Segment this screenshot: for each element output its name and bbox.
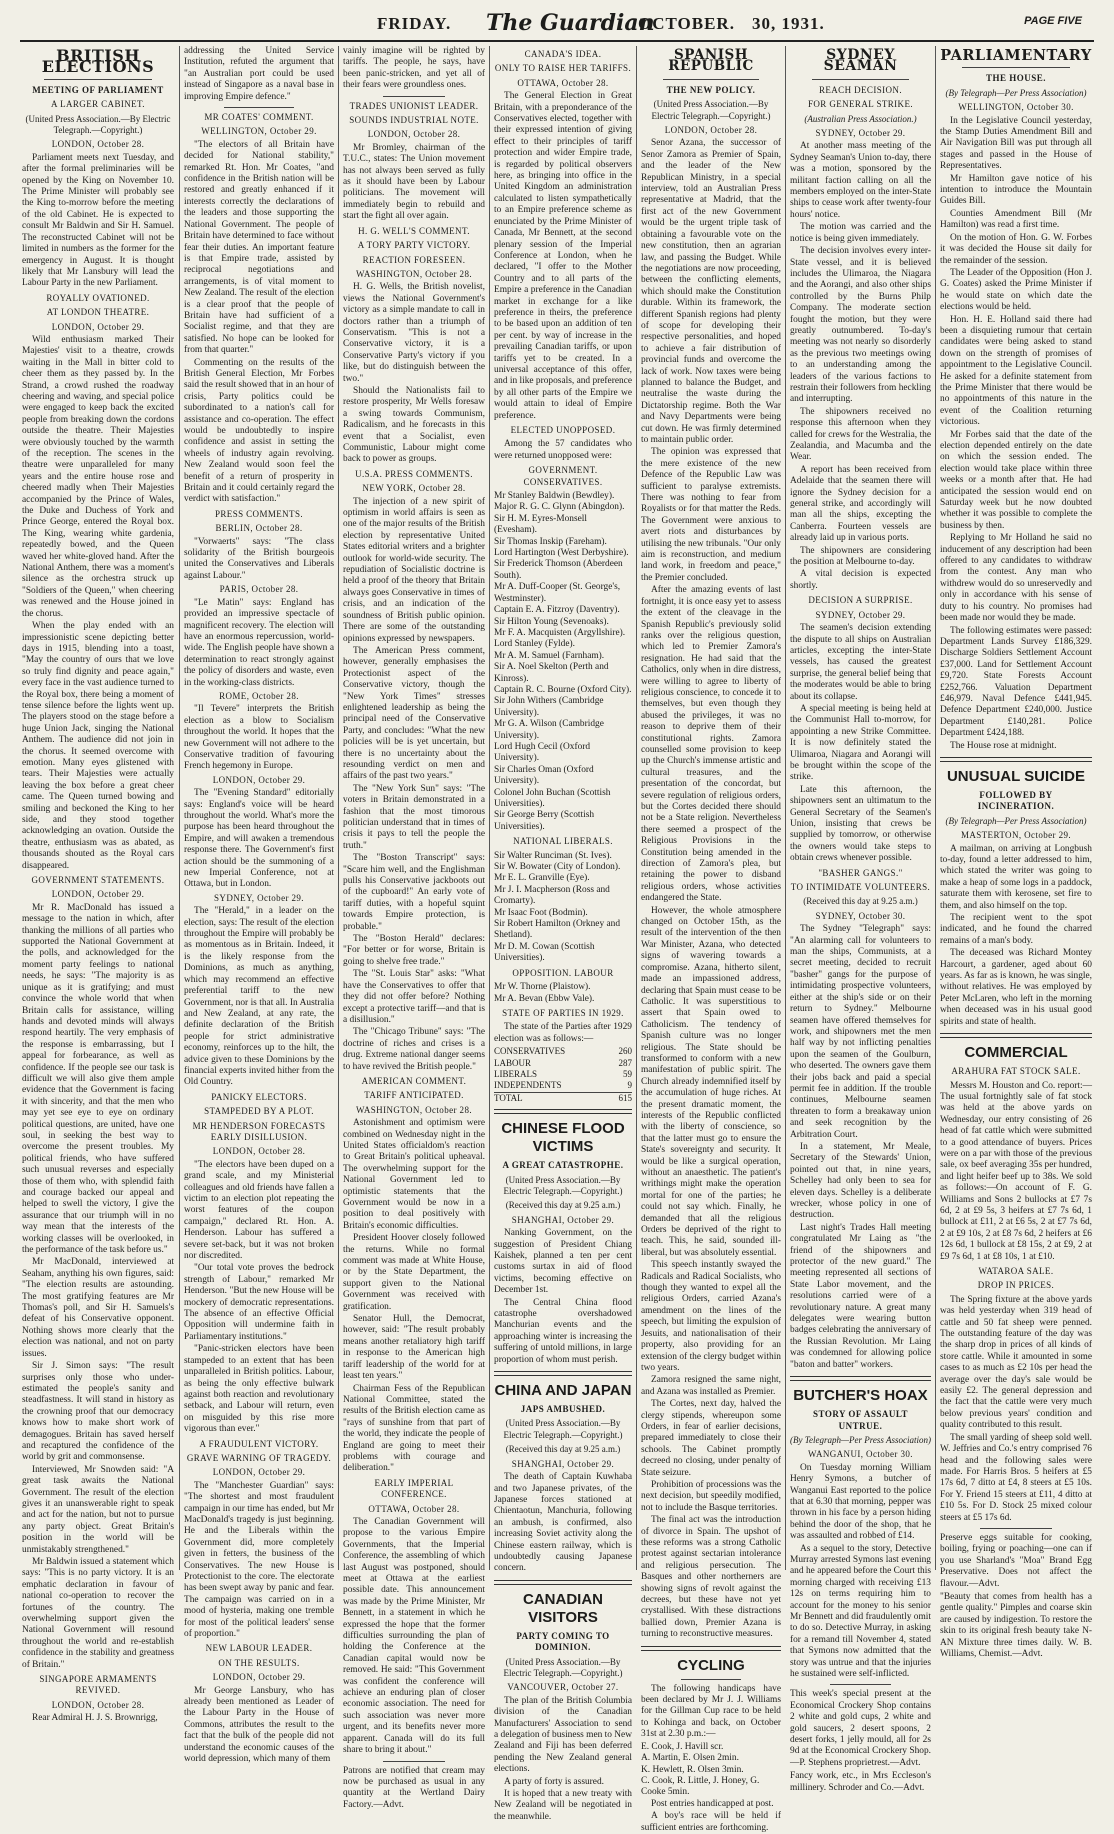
paragraph: In the Legislative Council yesterday, the Stamp Duties Amendment Bill and Air Navigation Bill was put through all stages and passed in the House of Representatives.: [940, 115, 1092, 172]
party-seats: 260: [618, 1046, 632, 1057]
list-item: Lord Stanley (Fylde).: [494, 639, 575, 650]
paragraph: This speech instantly swayed the Radicals and Radical Socialists, who though they wanted to expel all the religious Orders, carried Azana's amendment on the lines of the speech, but limiting the expulsion of Jesuits, and nationalisation of their property, also providing for an extension of the clergy budget within two years.: [641, 1260, 781, 1373]
list-item: Sir George Berry (Scottish Universities).: [494, 810, 595, 832]
paragraph: Hon. H. E. Holland said there had been a disquieting rumour that certain candidates were being asked to stand down on the strength of promises of appointment to the Legislative Council. He asked for a definite statement from the Prime Minister that there would be no appointments of this nature in the event of the Coalition returning victorious.: [940, 314, 1092, 428]
paragraph: The "Herald," in a leader on the election, says: The result of the election throughout the Empire will probably be as momentous as in Britain. Indeed, it is the likely response from the Dominions, as much as anything, which may recommend an effective preferential tariff to the new Government, nor is that all. In Australia and New Zealand, at any rate, the definite declaration of the British people for strict administrative economy, reinforces up to the hilt, the advice given to these Dominions by the financial experts invited hither from the Old Country.: [184, 906, 334, 1088]
paragraph: In a statement, Mr Meale, Secretary of the Stewards' Union, pointed out that, in nine years, Schelley had only been to sea for eleven days. Schelley is a deliberate wrecker, whose policy in one of destruction.: [790, 1141, 931, 1221]
list-item: A. Martin, E. Olsen 2min.: [641, 1753, 739, 1764]
column-british-elections: [22, 46, 174, 1724]
paragraph: Mr Forbes said that the date of the election depended entirely on the date on which the session ended. The election would take place within three weeks or a month after that. He had anticipated the session would end on Saturday week but he now doubted whether it was possible to complete the business by then.: [940, 429, 1092, 531]
column-canada-china: [494, 46, 632, 1822]
subheading: U.S.A. PRESS COMMENTS.: [355, 468, 473, 479]
subheading: THE NEW POLICY.: [666, 84, 756, 95]
paragraph: The shipowners received no response this afternoon when they called for crews for the Westralia, the Zealandia, and Macumba and the Wear.: [790, 406, 931, 463]
subheading: DECISION A SURPRISE.: [808, 595, 913, 606]
paragraph: vainly imagine will be righted by tariffs. The people, he says, have been panic-stricken, and yet all of their fears were groundless ones.: [343, 46, 485, 91]
paragraph: A mailman, on arriving at Longbush to-day, found a letter addressed to him, which stated the writer was going to make a heap of some logs in a paddock, saturate them with kerosene, set fire to them, and also himself on the top.: [940, 843, 1092, 911]
paragraph: On the motion of Hon. G. W. Forbes it was decided the House sit daily for the remainder of the session.: [940, 232, 1092, 266]
column-british-elections-continued: [184, 46, 334, 1765]
dateline: LONDON, October 29.: [51, 321, 145, 332]
subheading: MR HENDERSON FORECASTS EARLY DISILLUSION.: [192, 1120, 326, 1142]
received-note: (Received this day at 9.25 a.m.): [505, 1444, 621, 1455]
dateline: SYDNEY, October 30.: [815, 910, 906, 921]
column-rule: [636, 46, 637, 1570]
list-item: Sir Walter Runciman (St. Ives).: [494, 850, 612, 861]
subheading: PRESS COMMENTS.: [214, 508, 304, 519]
party-seats: 9: [627, 1080, 632, 1091]
paragraph: On Tuesday morning William Henry Symons, a butcher of Wanganui East reported to the police that at 6.30 that morning, pepper was thrown in his face by a person hiding behind the door of the shop, that he was assaulted and robbed of £14.: [790, 1462, 931, 1542]
subheading: FOR GENERAL STRIKE.: [807, 99, 914, 110]
list-item: Sir H. M. Eyres-Monsell (Evesham).: [494, 513, 587, 536]
list-item: K. Hewlett, R. Olsen 3min.: [641, 1764, 744, 1775]
dateline: BERLIN, October 28.: [215, 523, 303, 534]
paragraph: As a sequel to the story, Detective Murray arrested Symons last evening and he appeared before the Court this morning charged with receiving £13 12s on terms requiring him to account for the money to his senior Mr Bennett and did fraudulently omit to do so. Detective Murray, in asking for a remand till November 4, stated that Symons now admitted that the story was untrue and that the injuries he sustained were self-inflicted.: [790, 1543, 931, 1680]
headline-commercial: COMMERCIAL: [964, 1044, 1068, 1062]
headline-cycling: CYCLING: [677, 1656, 745, 1674]
divider: [962, 67, 1070, 68]
paragraph: The injection of a new spirit of optimism in world affairs is seen as one of the major results of the British election by representative United States editorial writers and a brighter outlook for world-wide security. The repudiation of Socialistic doctrine is held a proof of the theory that Britain always goes Conservative in times of crisis, and an indication of the soundness of British public opinion. There are some of the outstanding opinions expressed by newspapers.: [343, 496, 485, 644]
headline-sydney-seaman: SYDNEY SEAMAN: [823, 47, 898, 75]
paragraph: Mr Baldwin issued a statement which says: "This is no party victory. It is an emphatic declaration in favour of national co-operation to recover the fortunes of the country. The overwhelming support given the National Government will resound throughout the world and re-establish confidence in the stability and greatness of Britain.": [22, 1557, 174, 1670]
paragraph: The Spring fixture at the above yards was held yesterday when 319 head of cattle and 50 fat sheep were penned. The outstanding feature of the day was the sharp drop in prices of all kinds of store cattle. While it amounted in some cases to as much as £2 10s per head the average over the day's sale would be easily £2. The general depression and the fact that the cattle were very much below previous years' condition and quality contributed to this result.: [940, 1294, 1092, 1431]
wire-credit: (United Press Association.—By Electric Telegraph.—Copyright.): [25, 113, 171, 136]
paragraph: The Cortes, next day, halved the clergy stipends, whereupon some Orders, in fear of earlier decisions, prepared immediately to close their schools. The Cabinet promptly decreed no closing, under penalty of State seizure.: [641, 1399, 781, 1478]
paragraph: Parliament meets next Tuesday, and after the formal preliminaries will be opened by the King on November 10. The Prime Minister will probably see the King to-morrow before the meeting of the old Cabinet. He is expected to consult Mr Baldwin and Sir H. Samuel. The reconstructed Cabinet will not be limited in numbers as the former for the emergency in August. It is thought likely that Mr Lansbury will lead the Labour Party in the new Parliament.: [22, 152, 174, 289]
wire-credit: (United Press Association.—By Electric Telegraph.—Copyright.): [503, 1418, 623, 1440]
subheading: TO INTIMIDATE VOLUNTEERS.: [790, 882, 931, 893]
paragraph: The following estimates were passed: Department Lands Survey £186,329. Discharge Soldiers Settlement Account £37,000. Land for Settlement Account £9,720. State Forests Account £252,766. Valuation Department £46,979. Naval Defence £441,945. Defence Department £240,000. Justice Department £140,281. Police Department £424,188.: [940, 625, 1092, 739]
headline-spanish-republic: SPANISH REPUBLIC: [668, 47, 754, 75]
paragraph: The shipowners are considering the position at Melbourne to-day.: [790, 545, 931, 568]
paragraph: A vital decision is expected shortly.: [790, 569, 931, 591]
divider: [494, 1109, 632, 1114]
paragraph: However, the whole atmosphere changed on October 15th, as the result of the intervention of the then War Minister, Azana, who detected signs of wavering towards a compromise. Azana, hitherto silent, made an impassioned address, declaring that Spain must cease to be Catholic. It was superstitious to assert that Spain owed to Catholicism. The tendency of Spanish culture was no longer religious. The State should be transformed to conform with a new manifestation of public spirit. The Church already indemnified itself by the accumulation of huge riches. At the present dramatic moment, the interests of the Republic conflicted with the liberty of conscience, so that the latter must go to ensure the State's sovereignty and security. It would be like a surgical operation, without an anaesthetic. The patient's writhings might make the operation mortal for one of the parties; he could not say which. Finally, he demanded that all the religious Orders be deprived of the right to teach. This, he said, sounded ill-liberal, but was absolutely essential.: [641, 905, 781, 1258]
dateline: LONDON, October 29.: [212, 1672, 306, 1683]
wire-credit: (United Press Association.—By Electric Telegraph.—Copyright.): [503, 1656, 623, 1678]
wire-credit: (By Telegraph—Per Press Association): [790, 1434, 931, 1445]
divider: [980, 1528, 1052, 1529]
dateline: LONDON, October 28.: [51, 1699, 145, 1710]
list-item: Mr Isaac Foot (Bodmin).: [494, 907, 588, 918]
subheading: NATIONAL LIBERALS.: [513, 836, 613, 847]
list-item: Sir Charles Oman (Oxford University).: [494, 764, 594, 787]
divider: [494, 1371, 632, 1376]
paragraph: The deceased was Richard Montey Harcourt, a gardener, aged about 60 years. As far as is known, he was single, without relatives. He was employed by Peter McLaren, who left in the morning when deceased was in his usual good spirits and state of health.: [940, 948, 1092, 1027]
party-seats: 59: [623, 1068, 632, 1079]
paragraph: Post entries handicapped at post.: [651, 1798, 774, 1809]
paragraph: The "New York Sun" says: "The voters in Britain demonstrated in a fashion that the most timorous politician understand that in times of crisis it pays to tell the people the truth.": [343, 783, 485, 851]
paragraph: addressing the United Service Institution, refuted the argument that "an Australian port could be used instead of Singapore as a naval base in improving Empire defence.": [184, 46, 334, 102]
subheading: STORY OF ASSAULT UNTRUE.: [812, 1409, 909, 1431]
list-item: Sir Thomas Inskip (Fareham).: [494, 536, 607, 547]
party-seats: 287: [618, 1057, 632, 1068]
list-item: Sir Hilton Young (Sevenoaks).: [494, 616, 609, 627]
dateline: PARIS, October 28.: [219, 584, 299, 595]
list-item: Mr Stanley Baldwin (Bewdley).: [494, 491, 615, 502]
dateline: MASTERTON, October 29.: [960, 830, 1072, 841]
headline-chinese-flood-victims: CHINESE FLOOD VICTIMS: [501, 1120, 625, 1156]
masthead-date: 30, 1931.: [752, 14, 825, 33]
dateline: VANCOUVER, October 27.: [507, 1682, 619, 1693]
list-item: Captain R. C. Bourne (Oxford City).: [494, 684, 632, 695]
paragraph: The seamen's decision extending the dispute to all ships on Australian articles, excepting the inter-State vessels, has caused the greatest surprise, the general belief being that the moderates would be able to bring about its collapse.: [790, 623, 931, 702]
divider: [681, 1679, 741, 1680]
cycling-handicaps-list: [641, 1742, 781, 1799]
party-name: LIBERALS: [494, 1068, 538, 1079]
column-election-reactions: [343, 46, 485, 1810]
divider: [383, 1761, 445, 1762]
paragraph: Late this afternoon, the shipowners sent an ultimatum to the General Secretary of the Seamen's Union, insisting that crews be supplied by tomorrow, or otherwise the owners would take steps to obtain crews whenever possible.: [790, 784, 931, 864]
subheading: STAMPEDED BY A PLOT.: [204, 1106, 314, 1117]
paragraph: Mr Bromley, chairman of the T.U.C., states: The Union movement has not always been served as fully as it should have been by Labour politicians. The movement will immediately begin to rebuild and start the fight all over again.: [343, 142, 485, 222]
paragraph: Mr R. MacDonald has issued a message to the nation in which, after thanking the millions of all parties who supported the National Government at the polls, and acknowledged for the moment party feelings to national needs, he says: "The majority is as unique as it is gratifying; and must convince the whole world that when Britain calls for assistance, willing hands and devoted minds will always respond heartily. The very emphasis of the response is embarrassing, but I appeal for forbearance, as well as confidence. If the people see our task is difficult we will also give them ample evidence that the Government is facing it with sincerity, and that the men who may yet see eye to eye on ordinary political questions, are united, have one soul, in seeking the best way to overcome the present troubles. My political friends, who have suffered such unusual reverses and especially those of them who, with splendid faith and courage backed our appeal and helped to swell the victory, I give the assurance that our triumph will in no way mean that the interests of the working classes will be overlooked, in the performance of the task before us.": [22, 902, 174, 1256]
subheading: ON THE RESULTS.: [218, 1657, 300, 1668]
paragraph: Rear Admiral H. J. S. Brownrigg,: [32, 1713, 158, 1724]
dateline: LONDON, October 29.: [212, 1467, 306, 1478]
paragraph: The Leader of the Opposition (Hon J. G. Coates) asked the Prime Minister if he would state on which date the elections would be held.: [940, 267, 1092, 313]
paragraph: The plan of the British Columbia division of the Canadian Manufacturers' Association to send a delegation of business men to New Zealand and Fiji has been deferred pending the New Zealand general elections.: [494, 1695, 632, 1775]
subheading: SINGAPORE ARMAMENTS REVIVED.: [39, 1674, 157, 1696]
subheading: JAPS AMBUSHED.: [520, 1404, 606, 1415]
list-item: Mr W. Thorne (Plaistow).: [494, 982, 591, 993]
list-item: Sir John Withers (Cambridge University).: [494, 696, 604, 718]
divider: [812, 79, 909, 80]
list-item: Mr J. I. Macpherson (Ross and Cromarty).: [494, 884, 610, 907]
subheading: GOVERNMENT STATEMENTS.: [31, 875, 165, 886]
paragraph: Mr Hamilton gave notice of his intention to introduce the Mountain Guides Bill.: [940, 173, 1092, 207]
column-spanish-republic: [641, 46, 781, 1833]
dateline: LONDON, October 29.: [212, 774, 306, 785]
subheading: ROYALLY OVATIONED.: [46, 292, 150, 303]
party-name: INDEPENDENTS: [494, 1080, 562, 1091]
total-seats: 615: [610, 1092, 632, 1104]
column-rule: [489, 46, 490, 1570]
divider: [790, 1376, 931, 1381]
divider: [494, 1580, 632, 1585]
unopposed-labour-list: [494, 982, 632, 1005]
dateline: WELLINGTON, October 29.: [201, 126, 317, 137]
list-item: Mr A. M. Samuel (Farnham).: [494, 650, 605, 661]
paragraph: Sir J. Simon says: "The result surprises only those who under-estimated the people's sanity and steadfastness. It will stand in history as the crowning proof that our democracy knows how to make short work of demagogues. Britain has saved herself and recaptured the confidence of the world by grit and commonsense.: [22, 1361, 174, 1463]
party-name: CONSERVATIVES: [494, 1046, 566, 1057]
subheading: A LARGER CABINET.: [51, 99, 145, 110]
subheading: "BASHER GANGS.": [818, 867, 903, 878]
column-rule: [338, 46, 339, 1570]
paragraph: Commenting on the results of the British General Election, Mr Forbes said the result showed that in an hour of crisis, Party politics could be subordinated to a nation's call for assistance and co-operation. The effect would be undoubtedly to inspire confidence and assist in setting the wheels of industry again revolving. New Zealand would soon feel the benefit of a return of prosperity in Britain and it could certainly regard the verdict with satisfaction.": [184, 357, 334, 505]
paragraph: Replying to Mr Holland he said no inducement of any description had been offered to any candidates to withdraw from the contest. Any man who withdrew would do so unreservedly and only in accordance with his sense of duty to his country. No promises had been made nor would they be made.: [940, 533, 1092, 624]
paragraph: The death of Captain Kuwhaba and two Japanese privates, of the Japanese forces stationed at Chientaotun, Manchuria, following an ambush, is confirmed, also increasing Soviet activity along the Chinese eastern railway, which is undoubtedly causing Japanese concern.: [494, 1472, 632, 1574]
dateline: LONDON, October 28.: [664, 125, 758, 136]
subheading: MR COATES' COMMENT.: [204, 112, 314, 123]
dateline: OTTAWA, October 28.: [517, 77, 609, 88]
paragraph: A party of forty is assured.: [504, 1776, 604, 1787]
subheading: TRADES UNIONIST LEADER.: [349, 100, 479, 111]
subheading: ARAHURA FAT STOCK SALE.: [951, 1066, 1081, 1077]
headline-butchers-hoax: BUTCHER'S HOAX: [793, 1387, 928, 1405]
dateline: SHANGHAI, October 29.: [511, 1214, 615, 1225]
divider: [44, 79, 152, 80]
paragraph: Wild enthusiasm marked Their Majesties' visit to a theatre, crowds waiting in the Mall in bitter cold to cheer them as they passed by. In the Strand, a crowd rushed the roadway cheering and waving, and special police were engaged to keep back the excited people from breaking down the cordons outside the theatre. Their Majesties were obviously touched by the warmth of the reception. The scenes in the theatre were unparalleled for many years and the entire house rose and cheered madly when Their Majesties accompanied by the Prince of Wales, the Duke and Duchess of York and Prince George, entered the Royal box. The King, wearing white gardenia, repeatedly bowed, and the Queen waved her white-gloved hand. After the National Anthem, there was a moment's silence as the orchestra struck up "Soldiers of the Queen," when cheering was renewed and the House joined in the chorus.: [22, 334, 174, 619]
received-note: (Received this day at 9.25 a.m.): [505, 1200, 621, 1211]
paragraph: Should the Nationalists fail to restore prosperity, Mr Wells foresaw a swing towards Communism, Radicalism, and he forecasts in this event that a Socialist, even Communistic, Labour might come back to power as groups.: [343, 385, 485, 465]
paragraph: The House rose at midnight.: [950, 740, 1057, 751]
list-item: C. Cook, R. Little, J. Honey, G. Cooke 5min.: [641, 1775, 760, 1798]
subheading: TARIFF ANTICIPATED.: [364, 1090, 464, 1101]
subheading: AMERICAN COMMENT.: [361, 1075, 467, 1086]
dateline: SHANGHAI, October 29.: [511, 1458, 615, 1469]
dateline: SYDNEY, October 29.: [815, 128, 906, 139]
wire-credit: (Australian Press Association.): [804, 113, 917, 124]
headline-canadian-visitors: CANADIAN VISITORS: [523, 1590, 603, 1626]
dateline: SYDNEY, October 29.: [815, 609, 906, 620]
table-row: [494, 1046, 632, 1057]
subheading: NEW LABOUR LEADER.: [205, 1643, 313, 1654]
paragraph: President Hoover closely followed the returns. While no formal comment was made at White House, or by the State Department, the support given to the National Government was received with gratification.: [343, 1233, 485, 1312]
paragraph: Messrs M. Houston and Co. report:—The usual fortnightly sale of fat stock was held at the above yards on Wednesday, our entry consisting of 26 head of fat cattle which were submitted to a good attendance of buyers. Prices were on a par with those of the previous sale, ox beef averaging 35s per hundred, and light heifer beef up to 38s. We sold as follows:—On account of F. G. Williams and Sons 2 bullocks at £7 7s 6d, 2 at £9 5s, 3 heifers at £7 7s 6d, 1 bullock at £11, 2 at £6 5s, 2 at £7 7s 6d, 2 at £9 10s, 2 at £8 7s 6d, 2 heifers at £6 12s 6d, 1 bullock at £8 15s, 2 at £9, 2 at £9 7s 6d, 1 at £8 10s, 1 at £10.: [940, 1080, 1092, 1262]
paragraph: After the amazing events of last fortnight, it is once easy yet to assess the extent of the cleavage in the Spanish Republic's previously solid ranks over the religious question, which led to Premier Zamora's resignation. He had said that the Catholics, only when in dire distress, were willing to agree to liberty of religious conscience, to concede it to themselves, but even though they abused the privileges, it was no reason to deprive them of their constitutional rights. Zamora counselled some provision to keep up the Church's immense artistic and cultural treasures, and the presentation of the concordat, but severe regulation of religious orders, but the Cortes decided there should not be a State religion. Nevertheless there seemed a prospect of the Religious Provisions in the Constitution being amended in the direction of Zamora's plea, but retaining the power to disband religious orders, whose activities endangered the State.: [641, 585, 781, 904]
column-rule: [935, 46, 936, 1570]
divider: [830, 1684, 891, 1685]
paragraph: The "Manchester Guardian" says: "The shortest and most fraudulent campaign in our time has ended, but Mr MacDonald's tragedy is just beginning. He and the Liberals within the Government did, more completely given in fetters, the business of the Conservatives. The new House is Protectionist to the core. The electorate has been swept away by panic and fear. The campaign was carried on in a mood of hysteria, making one tremble for most of the political leaders' sense of proportion.": [184, 1480, 334, 1640]
masthead-page-number: PAGE FIVE: [1024, 15, 1082, 27]
paragraph: The Canadian Government will propose to the various Empire Governments, that the Imperial Conference, the assembling of which last August was postponed, should meet at Ottawa at the earliest possible date. This announcement was made by the Prime Minister, Mr Bennett, in a statement in which he expressed the hope that the former difficulties surrounding the plan of holding the Conference at the Canadian capital would now be removed. He said: "This Government was confident the conference will achieve an enduring plan of closer economic association. The need for such association was never more urgent, and its benefits never more apparent. Canada will do its full share to bring it about.": [343, 1516, 485, 1756]
advertisement: Fancy work, etc., in Mrs Eccleson's millinery. Schroder and Co.—Advt.: [790, 1771, 931, 1793]
paragraph: The small yarding of sheep sold well. W. Jeffries and Co.'s entry comprised 76 head and the following sales were made. For Harris Bros. 5 heifers at £5 17s 6d, 7 ditto at £4, 8 steers at £5 10s. For Y. Friend 15 steers at £11, 4 ditto at £10 5s. For D. Stock 25 mixed colour steers at £5 17s 6d.: [940, 1432, 1092, 1523]
paragraph: The state of the Parties after 1929 election was as follows:—: [494, 1022, 632, 1044]
paragraph: It is hoped that a new treaty with New Zealand will be negotiated in the meanwhile.: [494, 1789, 632, 1822]
subheading: ELECTED UNOPPOSED.: [510, 425, 616, 435]
masthead-day: FRIDAY.: [377, 14, 452, 33]
list-item: Mr D. M. Cowan (Scottish Universities).: [494, 941, 595, 964]
column-parliamentary: [940, 46, 1092, 1659]
paragraph: Prohibition of processions was the next decision, but speedily modified, not to include the Basque territories.: [641, 1479, 781, 1513]
paragraph: The opinion was expressed that the mere existence of the new Defence of the Republic Law was sufficient to paralyse extremists. There was nothing to fear from Royalists or for that matter the Reds. The Government were anxious to avert riots and disturbances by utilising the new tribunals. "Our only aim is reconstruction, and medium land work, in freedom and peace," the Premier concluded.: [641, 447, 781, 583]
paragraph: The "St. Louis Star" asks: "What have the Conservatives to offer that they did not offer before? Nothing except a protective tariff—and that is a disillusion.": [343, 969, 485, 1025]
paragraph: Astonishment and optimism were combined on Wednesday night in the United States officialdom's reaction to Great Britain's political upheaval. The overwhelming support for the National Government led to optimistic statements that the Government would be now in a position to deal positively with Britain's economic difficulties.: [343, 1118, 485, 1231]
advertisement: "Beauty that comes from health has a gentle quality." Pimples and coarse skin are caused by indigestion. To restore the skin to its original fresh beauty take N-AN Mixture three times daily. W. B. Williams, Chemist.—Advt.: [940, 1591, 1092, 1659]
list-item: Mr E. L. Granville (Eye).: [494, 873, 590, 884]
subheading: CANADA'S IDEA.: [524, 49, 602, 59]
list-item: Colonel John Buchan (Scottish Universities).: [494, 787, 611, 809]
masthead-title: The Guardian: [486, 10, 655, 36]
advertisement: Preserve eggs suitable for cooking, boiling, frying or poaching—one can if you use Sharland's "Moa" Brand Egg Preservative. Does not affect the flavour.—Advt.: [940, 1532, 1092, 1589]
list-item: Major R. G. C. Glynn (Abingdon).: [494, 502, 625, 513]
paragraph: The "Evening Standard" editorially says: England's voice will be heard throughout the world. What's more the purpose has been heard throughout the Empire, and will awaken a tremendous response there. The Government's first action should be the summoning of a new Imperial Conference, not at Ottawa, but in London.: [184, 788, 334, 890]
subheading: PARTY COMING TO DOMINION.: [516, 1630, 610, 1653]
subheading: GRAVE WARNING OF TRAGEDY.: [186, 1452, 332, 1463]
paragraph: "Panic-stricken electors have been stampeded to an extent that has been unparalleled in British politics. Labour, as being the only effective bulwark against both reaction and revolutionary setback, and Labour will return, even on misguided by this rise more vigorous than ever.": [184, 1344, 334, 1435]
headline-china-and-japan: CHINA AND JAPAN: [494, 1382, 632, 1400]
divider: [641, 1646, 781, 1651]
list-item: E. Cook, J. Havill scr.: [641, 1741, 724, 1752]
subheading: GOVERNMENT. CONSERVATIVES.: [523, 465, 603, 487]
wire-credit: (United Press Association.—By Electric Telegraph.—Copyright.): [651, 99, 771, 121]
table-total-row: [494, 1092, 632, 1104]
list-item: Mr G. A. Wilson (Cambridge University).: [494, 719, 604, 741]
masthead-month: OCTOBER.: [638, 14, 735, 33]
subheading: H. G. WELL'S COMMENT.: [358, 225, 470, 236]
dateline: WELLINGTON, October 30.: [958, 102, 1074, 113]
divider: [663, 79, 759, 80]
paragraph: The recipient went to the spot indicated, and he found the charred remains of a man's body.: [940, 913, 1092, 946]
paragraph: Senator Hull, the Democrat, however, said: "The result probably means another retaliatory high tariff in response to the American high tariff leadership of the world for at least ten years.": [343, 1314, 485, 1382]
list-item: Mr A. Bevan (Ebbw Vale).: [494, 993, 595, 1004]
subheading: THE HOUSE.: [985, 73, 1046, 84]
dateline: LONDON, October 28.: [212, 1146, 306, 1157]
paragraph: Among the 57 candidates who were returned unopposed were:: [494, 439, 632, 461]
headline-british-elections: BRITISH ELECTIONS: [41, 46, 155, 77]
dateline: NEW YORK, October 28.: [362, 483, 466, 494]
column-sydney-seaman: [790, 46, 931, 1793]
subheading: DROP IN PRICES.: [977, 1280, 1055, 1291]
paragraph: The "Boston Transcript" says: "Scare him well, and the Englishman pulls his Conservative jackboots out of the cupboard!" An early vote of tariff duties, with a hopeful squint towards Empire protection, is probable.": [343, 853, 485, 932]
list-item: Mr F. A. Macquisten (Argyllshire).: [494, 627, 626, 638]
paragraph: The "Boston Herald" declares: "For better or for worse, Britain is going to shelve free trade.": [343, 934, 485, 967]
dateline: SYDNEY, October 29.: [214, 892, 304, 903]
subheading: EARLY IMPERIAL CONFERENCE.: [374, 1477, 454, 1500]
table-row: [494, 1080, 632, 1092]
paragraph: "The electors of all Britain have decided for National stability," remarked Rt. Hon. Mr Coates, "and confidence in the British nation will be restored and greatly enhanced if it interests correctly the declarations of the leaders and those supporting the National Government. The people of Britain have determined to face without fear their duties. An important feature is that Empire trade, assisted by reciprocal negotiations and arrangements, is of vital moment to New Zealand. The result of the election is a clear proof that the people of Britain have had sufficient of a Socialist regime, and that they are satisfied. No hope can be looked for from that quarter.": [184, 139, 334, 356]
subheading: SOUNDS INDUSTRIAL NOTE.: [349, 115, 479, 126]
paragraph: A report has been received from Adelaide that the seamen there will ignore the Sydney decision for a general strike, and accordingly will man all the ships, excepting the Canberra. Fourteen vessels are already laid up in various ports.: [790, 464, 931, 544]
wire-credit: (By Telegraph—Per Press Association): [945, 87, 1087, 98]
dateline: WANGANUI, October 30.: [808, 1449, 913, 1460]
state-of-parties-table: [494, 1046, 632, 1104]
paragraph: Mr MacDonald, interviewed at Seaham, anything his own figures, said: "The election results are astounding. The most gratifying features are Mr Thomas's poll, and Sir H. Samuels's defeat of his Conservative opponent. Nothing shows more clearly that the election was national, and not on party issues.: [22, 1257, 174, 1359]
paragraph: Nanking Government, on the suggestion of President Chiang Kaishek, planned a ten per cent customs surtax in aid of flood victims, becoming effective on December 1st.: [494, 1228, 632, 1296]
paragraph: H. G. Wells, the British novelist, views the National Government's victory as a simple mandate to call in doctors rather than a triumph of Conservatism. "This is not a Conservative victory, it is a Conservative Party's victory if you like, but do distinguish between the two.": [343, 282, 485, 384]
paragraph: Interviewed, Mr Snowden said: "A great task awaits the National Government. The result of the election gives it an unanswerable right to speak and act for the nation, but not to pursue any party object. Great Britain's position in the world will be unmistakably strengthened.": [22, 1464, 174, 1555]
headline-parliamentary: PARLIAMENTARY: [940, 47, 1092, 64]
paragraph: When the play ended with an impressionistic scene depicting better days in 1915, blending into a toast, "May the country of ours that we love so truly find dignity and peace again," every face in the vast audience turned to the Royal box, there being a moment of tense silence before the lights went up. The players stood on the stage before a huge Union Jack, singing the National Anthem. The audience did not join in the chorus. It seemed overcome with emotion. Many eyes glistened with tears. Their Majesties were actually leaving the box before a great cheer came. The Queen turned bowing and smiling and beckoned the King to her side, and they stood together acknowledging an ovation. Outside the theatre, enthusiasm was as abated, as thousands shouted as the Royal cars disappeared.: [22, 621, 174, 871]
list-item: Mr A. Duff-Cooper (St. George's, Westminster).: [494, 582, 621, 604]
advertisement: This week's special present at the Economical Crockery Shop contains 2 white and gold cups, 2 white and gold saucers, 2 desert spoons, 2 desert forks, 1 jelly mould, all for 2s 9d at the Economical Crockery Shop.—P. Stephens proprietrest.—Advt.: [790, 1689, 931, 1768]
table-row: [494, 1069, 632, 1080]
paragraph: The Sydney "Telegraph" says: "An alarming call for volunteers to man the ships, Communists, at a secret meeting, decided to recruit "basher" gangs for the purpose of intimidating prospective volunteers, either at the ship's side or on their return to Sydney." Melbourne seamen have offered themselves for work, and shipowners met the men half way by not inflicting penalties upon the seamen of the Goulburn, who deserted. The owners gave them their jobs back and paid a special permit fee in addition. If the trouble continues, Melbourne seamen threaten to form a breakaway union and seek recognition by the Arbitration Court.: [790, 924, 931, 1140]
subheading: STATE OF PARTIES IN 1929.: [502, 1007, 624, 1018]
paragraph: "The electors have been duped on a grand scale, and my Ministerial colleagues and old friends have fallen a victim to an election plot repeating the worst features of the coupon campaign," declared Rt. Hon. A. Henderson. Labour has suffered a severe set-back, but it was not broken nor discredited.: [184, 1159, 334, 1262]
subheading: A FRAUDULENT VICTORY.: [199, 1438, 319, 1449]
paragraph: The "Chicago Tribune" says: "The doctrine of riches and crises is a drug. Extreme national danger seems to have revived the British people.": [343, 1027, 485, 1072]
paragraph: Senor Azana, the successor of Senor Zamora as Premier of Spain, and the leader of the New Republican Ministry, in a special interview, told an Australian Press representative at Madrid, that the first act of the new Government would be the urgent triple task of obtaining a favourable vote on the new constitution, then an agrarian law, and passing the Budget. While the negotiations are now proceeding, between the conflicting elements, which should make the Constitution durable. Within its framework, the different Spanish regions had plenty of scope for developing their respective personalities, and hoped to achieve a fair distribution of provincial funds and overcome the lack of work. Now taxes were being planned to balance the Budget, and neutralise the waste during the Dictatorship regime. Both the War and Navy Departments were being cut down. He was firmly determined to maintain public order.: [641, 138, 781, 445]
divider: [383, 96, 445, 97]
received-note: (Received this day at 9.25 a.m.): [803, 896, 918, 907]
paragraph: "Le Matin" says: England has provided an impressive spectacle of magnificent recovery. The election will have an enormous repercussion, world-wide. The English people have shown a determination to react strongly against the policy of disorders and waste, even in the working-class districts.: [184, 597, 334, 688]
dateline: WASHINGTON, October 28.: [355, 268, 473, 279]
dateline: WASHINGTON, October 28.: [355, 1104, 473, 1115]
subheading: AT LONDON THEATRE.: [46, 307, 150, 318]
subheading: ONLY TO RAISE HER TARIFFS.: [494, 63, 632, 74]
list-item: Captain E. A. Fitzroy (Daventry).: [494, 605, 620, 616]
paragraph: A boy's race will be held if sufficient entries are forthcoming.: [641, 1811, 781, 1833]
paragraph: Counties Amendment Bill (Mr Hamilton) was read a first time.: [940, 208, 1092, 231]
list-item: Sir A. Noel Skelton (Perth and Kinross).: [494, 662, 609, 684]
subheading: FOLLOWED BY INCINERATION.: [977, 789, 1055, 812]
unopposed-liberals-list: [494, 851, 632, 965]
dateline: OTTAWA, October 28.: [368, 1503, 460, 1514]
table-row: [494, 1058, 632, 1069]
paragraph: The General Election in Great Britain, with a preponderance of the Conservatives elected, together with their expressed intention of giving effect to their principles of tariff protection and wider Empire trade, is regarded by political observers here, as bringing into office in the United Kingdom an administration calculated to listen sympathetically to an Empire preference scheme as enunciated by the Prime Minister of Canada, Mr Bennett, at the second plenary session of the Imperial Conference at London, when he declared, "I offer to the Mother Country and to all parts of the Empire a preference in the Canadian market in exchange for a like preference in theirs, the preference to be based upon an addition of ten per cent. by way of increase in the prevailing Canadian tariffs, or upon tariffs yet to be created. In a universal acceptance of this offer, and in like proposals, and preference by all other parts of the Empire we would attain to ideal of Empire preference.: [494, 91, 632, 421]
paragraph: The decision involves every inter-State vessel, and it is believed includes the Ulimaroa, the Niagara and the Aorangi, and also other ships controlled by the Burns Philp Company. The moderate section fought the motion, but they were greatly outnumbered. To-day's meeting was not nearly so disorderly as the previous two meetings owing to an understanding among the leaders of the various factions to restrain their followers from heckling and interrupting.: [790, 246, 931, 405]
paragraph: "Il Tevere" interprets the British election as a blow to Socialism throughout the world. It hopes that the new Government will not adhere to the Conservative tradition of favouring French hegemony in Europe.: [184, 704, 334, 772]
paragraph: Chairman Fess of the Republican National Committee, stated the results of the British election came as "rays of sunshine from that part of the world, they indicate the people of England are going to meet their problems with courage and deliberation.": [343, 1383, 485, 1474]
wire-credit: (By Telegraph—Per Press Association): [945, 815, 1087, 826]
paragraph: The American Press comment, however, generally emphasises the Protectionist aspect of the Conservative victory, though the "New York Times" stresses enlightened leadership as being the principal need of the Conservative Party, and concludes: "What the new policies will be is yet uncertain, but there is no uncertainty about the resounding verdict on men and affairs of the past two years.": [343, 645, 485, 782]
list-item: Sir Frederick Thomson (Aberdeen South).: [494, 559, 623, 581]
dateline: LONDON, October 28.: [51, 139, 145, 150]
paragraph: The following handicaps have been declared by Mr J. J. Williams for the Gillman Cup race to be held to Kohinga and back, on October 31st at 2.30 p.m.:—: [641, 1683, 781, 1740]
subheading: REACTION FORESEEN.: [362, 254, 466, 265]
unopposed-conservatives-list: [494, 491, 632, 833]
subheading: PANICKY ELECTORS.: [211, 1091, 307, 1102]
party-name: LABOUR: [494, 1057, 532, 1068]
divider: [940, 757, 1092, 762]
subheading: REACH DECISION.: [818, 84, 902, 95]
subheading: MEETING OF PARLIAMENT: [32, 84, 164, 95]
masthead: [20, 6, 1094, 42]
subheading: A GREAT CATASTROPHE.: [502, 1160, 624, 1171]
total-label: TOTAL: [494, 1092, 610, 1104]
subheading: OPPOSITION. LABOUR: [512, 967, 614, 978]
paragraph: A special meeting is being held at the Communist Hall to-morrow, for appointing a new Strike Committee. It is now definitely stated the Ulimaroa, Niagara and Aorangi will be brought within the scope of the strike.: [790, 703, 931, 783]
list-item: Lord Hartington (West Derbyshire).: [494, 548, 629, 559]
dateline: LONDON, October 29.: [51, 889, 145, 900]
paragraph: Last night's Trades Hall meeting congratulated Mr Laing as "the friend of the shipowners and protector of the new guard." The meeting represented all sections of State Labor movement, and the resolutions carried were of a revolutionary nature. A great many delegates were wearing button badges celebrating the anniversary of the Russian Revolution. Mr Laing was condemned for allowing police "baton and batter" workers.: [790, 1222, 931, 1370]
dateline: ROME, October 28.: [219, 690, 299, 701]
paragraph: The motion was carried and the notice is being given immediately.: [790, 222, 931, 244]
divider: [940, 1033, 1092, 1038]
column-rule: [179, 46, 180, 1570]
paragraph: At another mass meeting of the Sydney Seaman's Union to-day, there was a motion, sponsored by the militant faction calling on all the members employed on the inter-State ships to cease work after twenty-four hours' notice.: [790, 141, 931, 220]
paragraph: "Our total vote proves the bedrock strength of Labour," remarked Mr Henderson. "But the new House will be mockery of democratic representations. The absence of an effective Official Opposition will undermine faith in Parliamentary institutions.": [184, 1263, 334, 1342]
paragraph: Zamora resigned the same night, and Azana was installed as Premier.: [641, 1375, 781, 1397]
list-item: Sir Robert Hamilton (Orkney and Shetland).: [494, 919, 621, 941]
column-rule: [785, 46, 786, 1570]
paragraph: "Vorwaerts" says: "The class solidarity of the British bourgeois united the Conservatives and Liberals against Labour.": [184, 536, 334, 581]
headline-unusual-suicide: UNUSUAL SUICIDE: [946, 767, 1086, 785]
advertisement: Patrons are notified that cream may now be purchased as usual in any quantity at the Wertland Dairy Factory.—Advt.: [343, 1765, 485, 1810]
list-item: Sir W. Bowater (City of London).: [494, 862, 621, 873]
dateline: LONDON, October 28.: [367, 129, 461, 140]
wire-credit: (United Press Association.—By Electric Telegraph.—Copyright.): [503, 1174, 623, 1196]
paragraph: The final act was the introduction of divorce in Spain. The upshot of these reforms was a strong Catholic protest against sectarian intolerance and religious persecution. The Basques and other northerners are showing signs of revolt against the decrees, but these have not yet crystallised. With these distractions ballied down, Premier Azana is turning to reconstructive measures.: [641, 1515, 781, 1640]
list-item: Lord Hugh Cecil (Oxford University).: [494, 741, 591, 764]
divider: [224, 107, 294, 108]
subheading: WATAROA SALE.: [978, 1266, 1054, 1276]
paragraph: Mr George Lansbury, who has already been mentioned as Leader of the Labour Party in the House of Commons, attributes the result to the fact that the bulk of the people did not understand the economic causes of the world depression, which many of them: [184, 1685, 334, 1765]
subheading: A TORY PARTY VICTORY.: [357, 240, 471, 251]
paragraph: The Central China flood catastrophe overshadowed Manchurian events and the approaching winter is increasing the suffering of untold millions, in large proportion of whom must perish.: [494, 1297, 632, 1365]
